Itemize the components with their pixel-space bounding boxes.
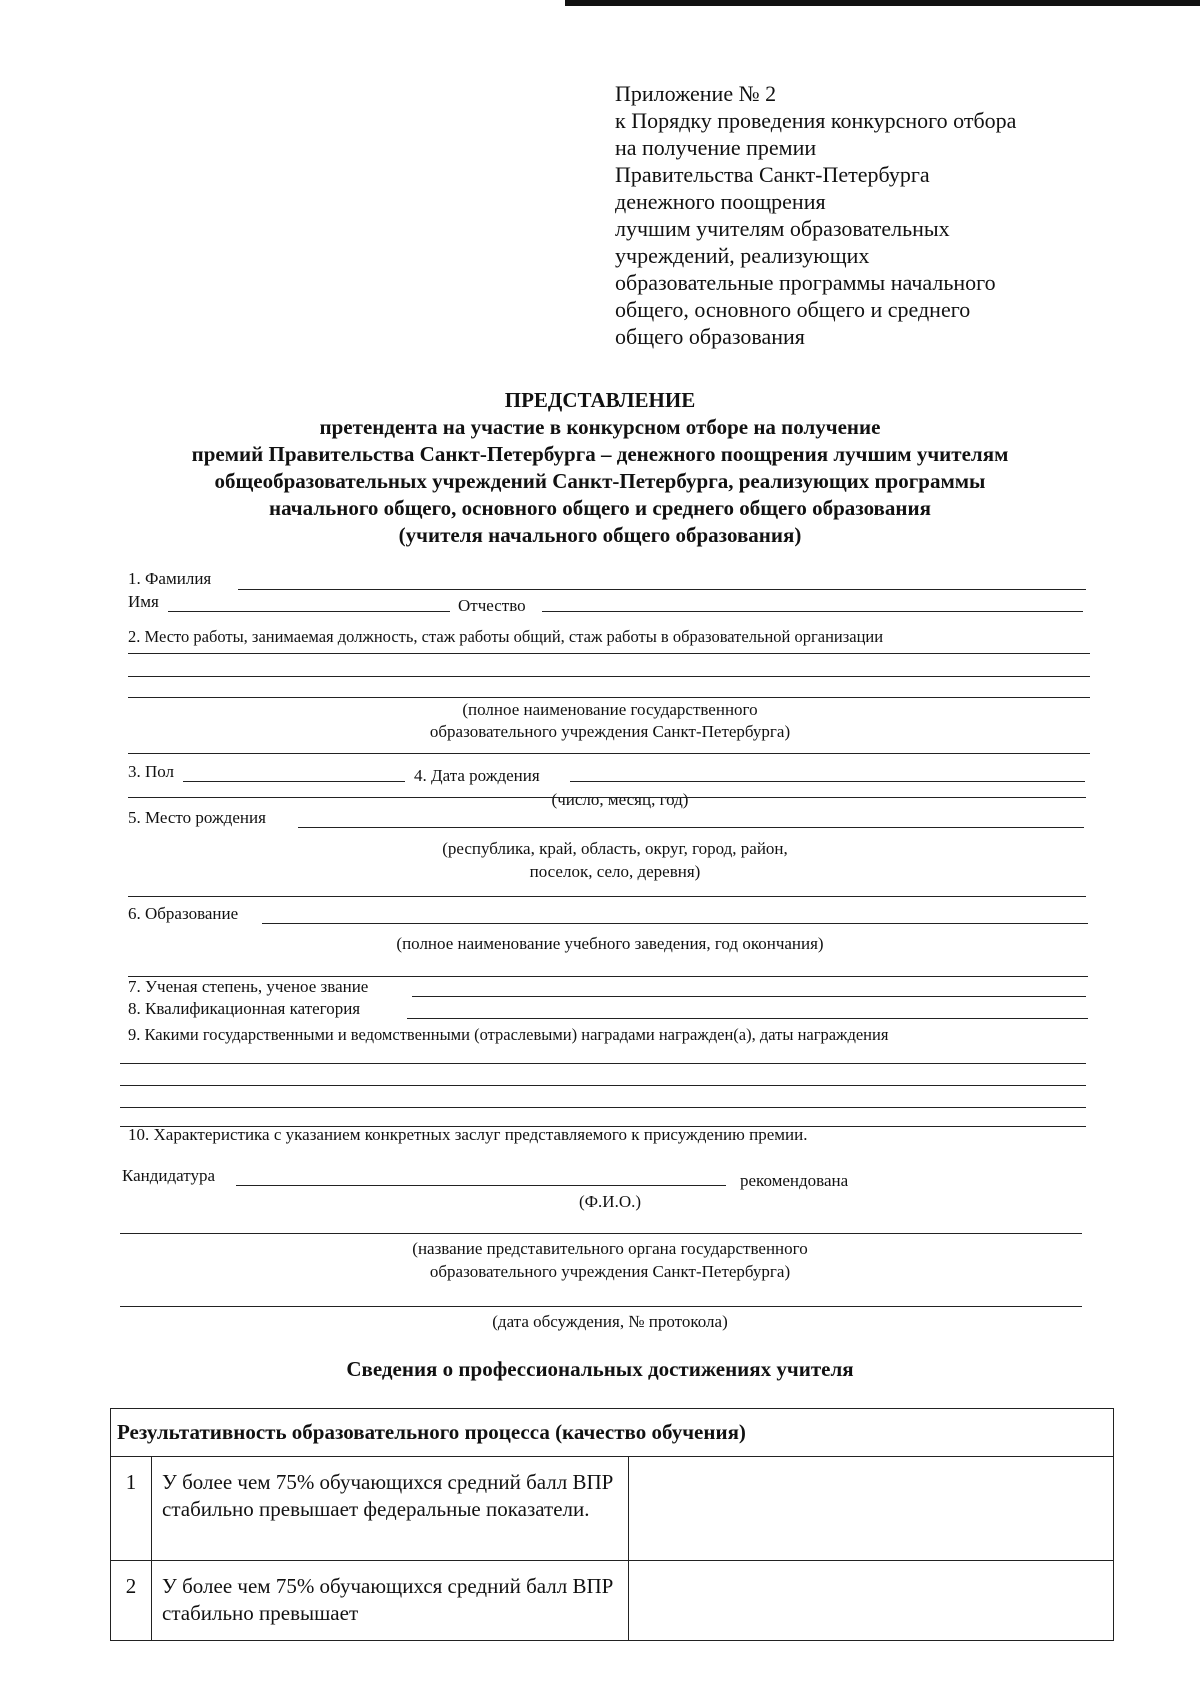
fio-caption: (Ф.И.О.) xyxy=(578,1192,642,1211)
birthplace-caption: поселок, село, деревня) xyxy=(529,862,701,881)
workplace-caption: (полное наименование государственного xyxy=(462,700,758,719)
representative-body-caption: (название представительного органа государственного xyxy=(412,1239,808,1258)
row-value-cell[interactable] xyxy=(629,1457,1114,1561)
appendix-line: лучшим учителям образовательных xyxy=(615,216,950,241)
representative-body-caption: образовательного учреждения Санкт-Петербурга) xyxy=(429,1262,791,1281)
degree-field[interactable] xyxy=(412,996,1086,997)
table-row xyxy=(111,1561,1114,1641)
birthplace-caption: (республика, край, область, округ, город, район, xyxy=(442,839,788,858)
section-header: Результативность образовательного процесса (качество обучения) xyxy=(111,1409,1114,1457)
appendix-line: образовательные программы начального xyxy=(615,270,996,295)
surname-field[interactable] xyxy=(238,589,1086,590)
appendix-line: денежного поощрения xyxy=(615,189,826,214)
appendix-line: учреждений, реализующих xyxy=(615,243,870,268)
degree-label: 7. Ученая степень, ученое звание xyxy=(128,977,369,996)
row-number: 2 xyxy=(111,1561,152,1641)
table-row xyxy=(111,1457,1114,1561)
candidacy-label: Кандидатура xyxy=(122,1166,216,1185)
category-field[interactable] xyxy=(407,1018,1088,1019)
title-line: премий Правительства Санкт-Петербурга – денежного поощрения лучшим учителям xyxy=(191,442,1009,466)
birthplace-label: 5. Место рождения xyxy=(128,808,266,827)
discussion-date-caption: (дата обсуждения, № протокола) xyxy=(492,1312,728,1331)
patronymic-field[interactable] xyxy=(542,611,1083,612)
patronymic-label: Отчество xyxy=(458,596,526,615)
title-line: общеобразовательных учреждений Санкт-Петербурга, реализующих программы xyxy=(214,469,986,493)
awards-field-line[interactable] xyxy=(120,1107,1086,1108)
name-field[interactable] xyxy=(168,611,450,612)
row-criterion: У более чем 75% обучающихся средний балл ВПР стабильно превышает федеральные показатели. xyxy=(152,1457,629,1561)
appendix-line: на получение премии xyxy=(615,135,817,160)
birthdate-caption: (число, месяц, год) xyxy=(551,790,689,809)
name-label: Имя xyxy=(128,592,159,611)
row-criterion: У более чем 75% обучающихся средний балл ВПР стабильно превышает xyxy=(152,1561,629,1641)
workplace-field-line[interactable] xyxy=(128,676,1090,677)
gender-field[interactable] xyxy=(183,781,405,782)
appendix-line: Приложение № 2 xyxy=(615,81,777,106)
scan-edge-bar xyxy=(565,0,1200,6)
appendix-line: Правительства Санкт-Петербурга xyxy=(615,162,930,187)
document-title xyxy=(100,387,1100,549)
awards-label: 9. Какими государственными и ведомственными (отраслевыми) наградами награжден(а), даты награждения xyxy=(128,1025,889,1044)
awards-field-line[interactable] xyxy=(120,1063,1086,1064)
achievements-table xyxy=(110,1408,1114,1641)
birthdate-field-line[interactable] xyxy=(128,797,1086,798)
surname-label: 1. Фамилия xyxy=(128,569,212,588)
recommended-label: рекомендована xyxy=(740,1171,849,1190)
discussion-date-field[interactable] xyxy=(120,1306,1082,1307)
birthdate-label: 4. Дата рождения xyxy=(414,766,540,785)
title-line: (учителя начального общего образования) xyxy=(398,523,802,547)
representative-body-field[interactable] xyxy=(120,1233,1082,1234)
appendix-line: общего образования xyxy=(615,324,805,349)
birthdate-field[interactable] xyxy=(570,781,1085,782)
gender-label: 3. Пол xyxy=(128,762,175,781)
birthplace-field-line[interactable] xyxy=(128,896,1086,897)
birthplace-field[interactable] xyxy=(298,827,1084,828)
row-value-cell[interactable] xyxy=(629,1561,1114,1641)
education-label: 6. Образование xyxy=(128,904,239,923)
appendix-block xyxy=(615,80,1016,350)
characteristic-label: 10. Характеристика с указанием конкретных заслуг представляемого к присуждению премии. xyxy=(128,1125,808,1144)
workplace-caption: образовательного учреждения Санкт-Петербурга) xyxy=(429,722,791,741)
education-caption: (полное наименование учебного заведения, год окончания) xyxy=(396,934,824,953)
row-number: 1 xyxy=(111,1457,152,1561)
appendix-line: к Порядку проведения конкурсного отбора xyxy=(615,108,1017,133)
candidacy-field[interactable] xyxy=(236,1185,726,1186)
workplace-field-line[interactable] xyxy=(128,753,1090,754)
workplace-field-line[interactable] xyxy=(128,653,1090,654)
title-line: претендента на участие в конкурсном отборе на получение xyxy=(319,415,881,439)
table-header-row xyxy=(111,1409,1114,1457)
achievements-heading: Сведения о профессиональных достижениях учителя xyxy=(346,1357,854,1381)
education-field[interactable] xyxy=(262,923,1088,924)
workplace-label: 2. Место работы, занимаемая должность, стаж работы общий, стаж работы в образовательной организации xyxy=(128,627,884,646)
category-label: 8. Квалификационная категория xyxy=(128,999,361,1018)
awards-field-line[interactable] xyxy=(120,1085,1086,1086)
appendix-line: общего, основного общего и среднего xyxy=(615,297,971,322)
title-line: ПРЕДСТАВЛЕНИЕ xyxy=(504,388,696,412)
title-line: начального общего, основного общего и среднего общего образования xyxy=(269,496,931,520)
